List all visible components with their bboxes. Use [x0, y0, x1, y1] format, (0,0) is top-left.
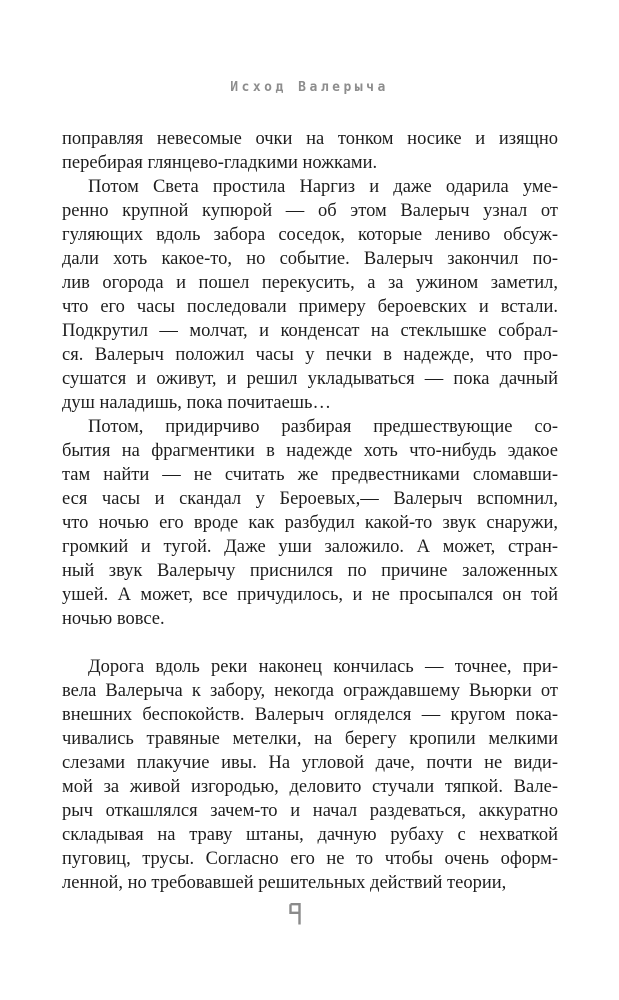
text-line: Дорога вдоль реки наконец кончилась — точнее, при- [88, 657, 558, 677]
text-line: Потом, придирчиво разбирая предшествующие со- [88, 417, 558, 437]
running-title: Исход Валерыча [230, 80, 389, 95]
paragraph [62, 127, 558, 175]
text-line: мой за живой изгородью, деловито стучали тяпкой. Вале- [62, 777, 558, 797]
text-line: ный звук Валерычу приснился по причине заложенных [62, 561, 558, 581]
paragraph [62, 175, 558, 415]
text-line: что ночью его вроде как разбудил какой-то звук снаружи, [62, 513, 558, 533]
page-number [288, 902, 302, 926]
text-line: перебирая глянцево-гладкими ножками. [62, 153, 378, 173]
text-line: лив огорода и пошел перекусить, а за ужином заметил, [62, 273, 558, 293]
text-line: дали хоть какое-то, но событие. Валерыч закончил по- [62, 249, 558, 269]
text-block [62, 127, 558, 895]
text-line: ренно крупной купюрой — об этом Валерыч узнал от [62, 201, 558, 221]
text-line: чивались травяные метелки, на берегу кропили мелкими [62, 729, 558, 749]
paragraph [62, 655, 558, 895]
text-line: громкий и тугой. Даже уши заложило. А может, стран- [62, 537, 558, 557]
text-line: ночью вовсе. [62, 609, 165, 629]
text-line: бытия на фрагментики в надежде хоть что-нибудь эдакое [62, 441, 558, 461]
text-line: гуляющих вдоль забора соседок, которые лениво обсуж- [62, 225, 558, 245]
text-line: слезами плакучие ивы. На угловой даче, почти не види- [62, 753, 558, 773]
text-line: пуговиц, трусы. Согласно его не то чтобы очень оформ- [62, 849, 558, 869]
text-line: ленной, но требовавшей решительных действий теории, [62, 873, 507, 893]
text-line: душ наладишь, пока почитаешь… [62, 393, 331, 413]
text-line: внешних беспокойств. Валерыч огляделся — кругом пока- [62, 705, 558, 725]
text-line: Потом Света простила Наргиз и даже одарила уме- [88, 177, 558, 197]
text-line: ся. Валерыч положил часы у печки в надежде, что про- [62, 345, 558, 365]
text-line: там найти — не считать же предвестниками сломавши- [62, 465, 558, 485]
text-line: что его часы последовали примеру бероевских и встали. [62, 297, 558, 317]
page-number-glyph [288, 902, 302, 926]
paragraph [62, 415, 558, 631]
text-line: сушатся и оживут, и решил укладываться — пока дачный [62, 369, 558, 389]
text-line: ушей. А может, все причудилось, и не просыпался он той [62, 585, 558, 605]
text-line: рыч откашлялся зачем-то и начал раздеваться, аккуратно [62, 801, 558, 821]
text-line: Подкрутил — молчат, и конденсат на стеклышке собрал- [62, 321, 558, 341]
text-line: складывая на траву штаны, дачную рубаху с нехваткой [62, 825, 558, 845]
text-line: поправляя невесомые очки на тонком носике и изящно [62, 129, 558, 149]
text-line: еся часы и скандал у Бероевых,— Валерыч вспомнил, [62, 489, 558, 509]
text-line: вела Валерыча к забору, некогда ограждавшему Вьюрки от [62, 681, 558, 701]
